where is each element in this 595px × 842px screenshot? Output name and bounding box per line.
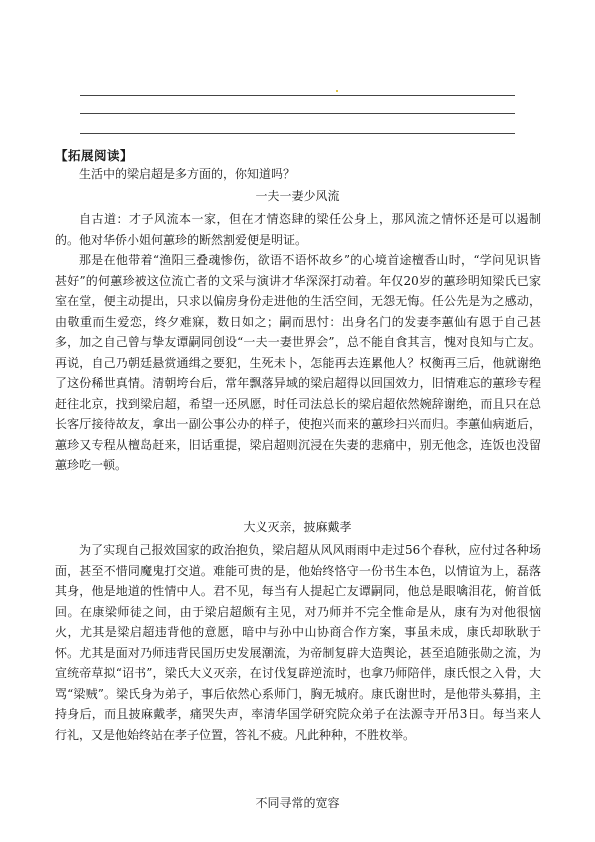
intro-paragraph: 生活中的梁启超是多方面的，你知道吗？ bbox=[79, 167, 296, 181]
answer-line-2 bbox=[80, 113, 515, 114]
stray-mark bbox=[336, 90, 338, 92]
answer-line-1 bbox=[80, 95, 515, 96]
article-heading-1: 一夫一妻少风流 bbox=[255, 189, 340, 203]
article-body-1 bbox=[55, 209, 541, 476]
section-title: 【拓展阅读】 bbox=[55, 148, 134, 163]
paragraph: 自古道：才子风流本一家，但在才情恣肆的梁任公身上，那风流之情怀还是可以遏制的。他对华侨小姐何蕙珍的断然割爱便是明证。 bbox=[55, 212, 541, 247]
intro-block bbox=[55, 164, 541, 185]
article-body-2 bbox=[55, 540, 541, 745]
paragraph: 那是在他带着“渔阳三叠魂惨伤，欲语不语怀故乡”的心境首途檀香山时，“学问见识皆甚好”的何蕙珍被这位流亡者的文采与演讲才华深深打动着。年仅20岁的蕙珍明知梁氏已家室在堂，便主动提出，只求以偏房身份走进他的生活空间，无怨无悔。任公先是为之感动，由敬重而生爱恋，终夕难寐，数日如之；嗣而思忖：出身名门的发妻李蕙仙有恩于自己甚多，加之自己曾与挚友谭嗣同创设“一夫一妻世界会”，总不能自食其言，愧对良知与亡友。再说，自己乃朝廷悬赏通缉之要犯，生死未卜，怎能再去连累他人？权衡再三后，他就谢绝了这份稀世真情。清朝垮台后，常年飘落异域的梁启超得以回国效力，旧情难忘的蕙珍专程赶往北京，找到梁启超，希望一还夙愿，时任司法总长的梁启超依然婉辞谢绝，而且只在总长客厅接待故友，拿出一副公事公办的样子，使抱兴而来的蕙珍扫兴而归。李蕙仙病逝后，蕙珍又专程从檀岛赶来，旧话重提，梁启超则沉浸在失妻的悲痛中，别无他念，连饭也没留蕙珍吃一顿。 bbox=[55, 253, 541, 472]
article-heading-2: 大义灭亲，披麻戴孝 bbox=[243, 520, 352, 534]
article-heading-3: 不同寻常的宽容 bbox=[255, 796, 340, 810]
paragraph: 为了实现自己报效国家的政治抱负，梁启超从风风雨雨中走过56个春秋，应付过各种场面，甚至不惜同魔鬼打交道。难能可贵的是，他始终恪守一份书生本色，以情谊为上，磊落其身，他是地道的性情中人。君不见，每当有人提起亡友谭嗣同，他总是眼噙泪花，俯首低回。在康梁师徒之间，由于梁启超颇有主见，对乃师并不完全惟命是从，康有为对他很恼火，尤其是梁启超违背他的意愿，暗中与孙中山协商合作方案，事虽未成，康氏却耿耿于怀。尤其是面对乃师违背民国历史发展潮流，为帝制复辟大造舆论，甚至追随张勋之流，为宣统帝草拟“诏书”，梁氏大义灭亲，在讨伐复辟逆流时，也拿乃师陪伴，康氏恨之入骨，大骂“梁贼”。梁氏身为弟子，事后依然心系师门，胸无城府。康氏谢世时，是他带头募捐，主持身后，而且披麻戴孝，痛哭失声，率清华国学研究院众弟子在法源寺开吊3日。每当来人行礼，又是他始终站在孝子位置，答礼不疲。凡此种种，不胜枚举。 bbox=[55, 543, 541, 742]
answer-line-3 bbox=[80, 133, 515, 134]
